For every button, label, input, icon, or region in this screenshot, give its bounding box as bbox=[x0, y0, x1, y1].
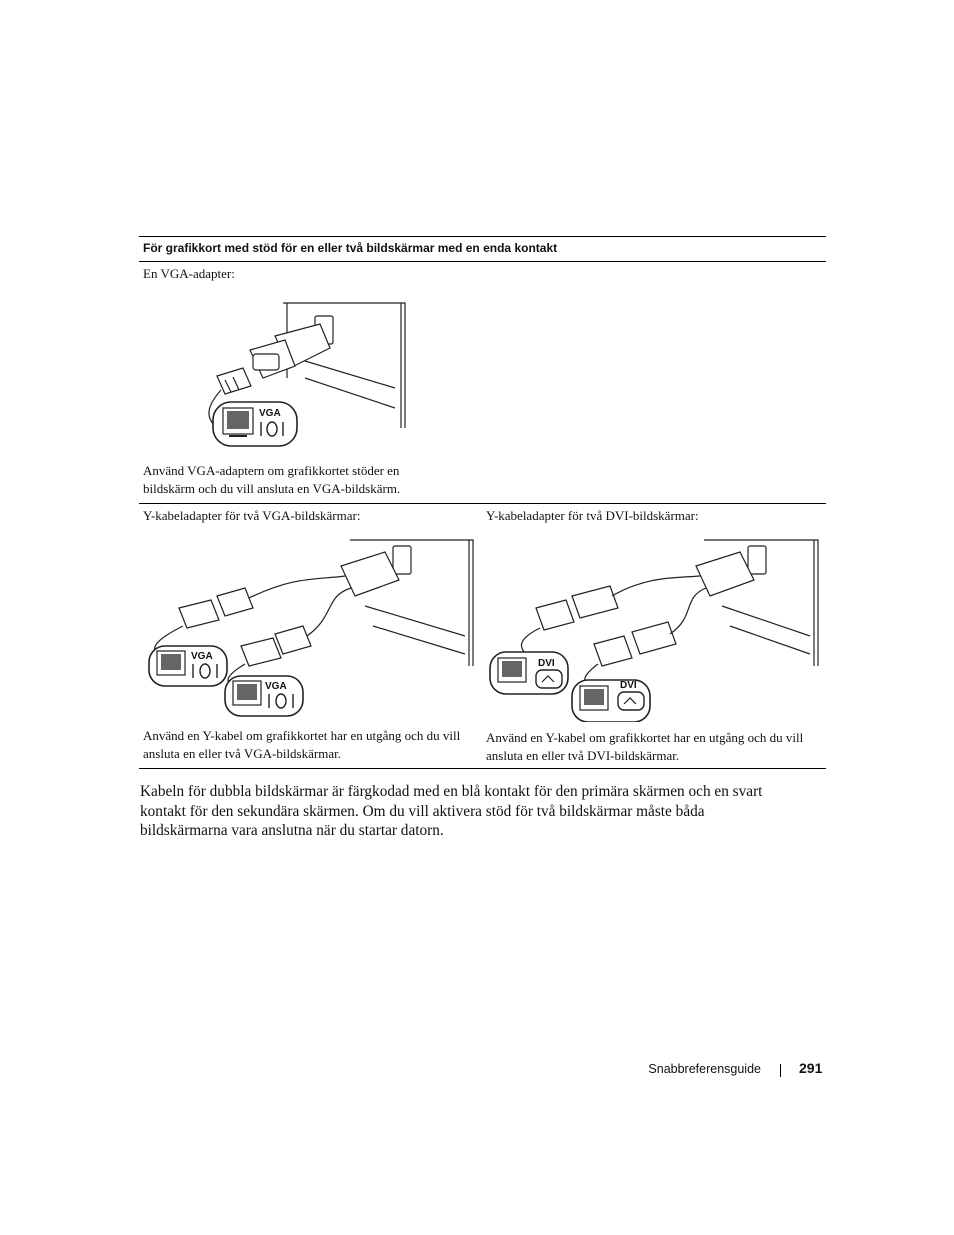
footer-title: Snabbreferensguide bbox=[648, 1062, 761, 1076]
y-dvi-title: Y-kabeladapter för två DVI-bildskärmar: bbox=[486, 508, 699, 523]
vga-adapter-caption: Använd VGA-adaptern om grafikkortet stöder en bildskärm och du vill ansluta en VGA-bildskärm. bbox=[143, 463, 401, 496]
dvi-label-1: DVI bbox=[538, 658, 555, 669]
y-vga-caption: Använd en Y-kabel om grafikkortet har en utgång och du vill ansluta en eller två VGA-bildskärmar. bbox=[143, 728, 461, 761]
dvi-label-2: DVI bbox=[620, 680, 637, 691]
y-dvi-illustration bbox=[486, 536, 822, 722]
footer-separator bbox=[780, 1064, 781, 1077]
y-dvi-caption: Använd en Y-kabel om grafikkortet har en utgång och du vill ansluta en eller två DVI-bildskärmar. bbox=[486, 730, 804, 763]
table-header-rule bbox=[139, 261, 826, 262]
page-number: 291 bbox=[799, 1060, 823, 1076]
vga-label: VGA bbox=[259, 408, 281, 419]
table-top-rule bbox=[139, 236, 826, 237]
vga-label-2: VGA bbox=[265, 681, 287, 692]
vga-label-1: VGA bbox=[191, 651, 213, 662]
body-paragraph: Kabeln för dubbla bildskärmar är färgkodad med en blå kontakt för den primära skärmen och en svart kontakt för den sekundära skärmen. Om du vill aktivera stöd för två bildskärmar måste båda bildskärmarna vara anslutna när du startar datorn. bbox=[140, 783, 763, 839]
row-divider bbox=[139, 503, 826, 504]
vga-adapter-title: En VGA-adapter: bbox=[143, 266, 235, 281]
vga-adapter-illustration bbox=[205, 298, 415, 450]
table-bottom-rule bbox=[139, 768, 826, 769]
y-vga-illustration bbox=[145, 536, 477, 722]
y-vga-title: Y-kabeladapter för två VGA-bildskärmar: bbox=[143, 508, 361, 523]
table-header: För grafikkort med stöd för en eller två bildskärmar med en enda kontakt bbox=[143, 241, 558, 255]
